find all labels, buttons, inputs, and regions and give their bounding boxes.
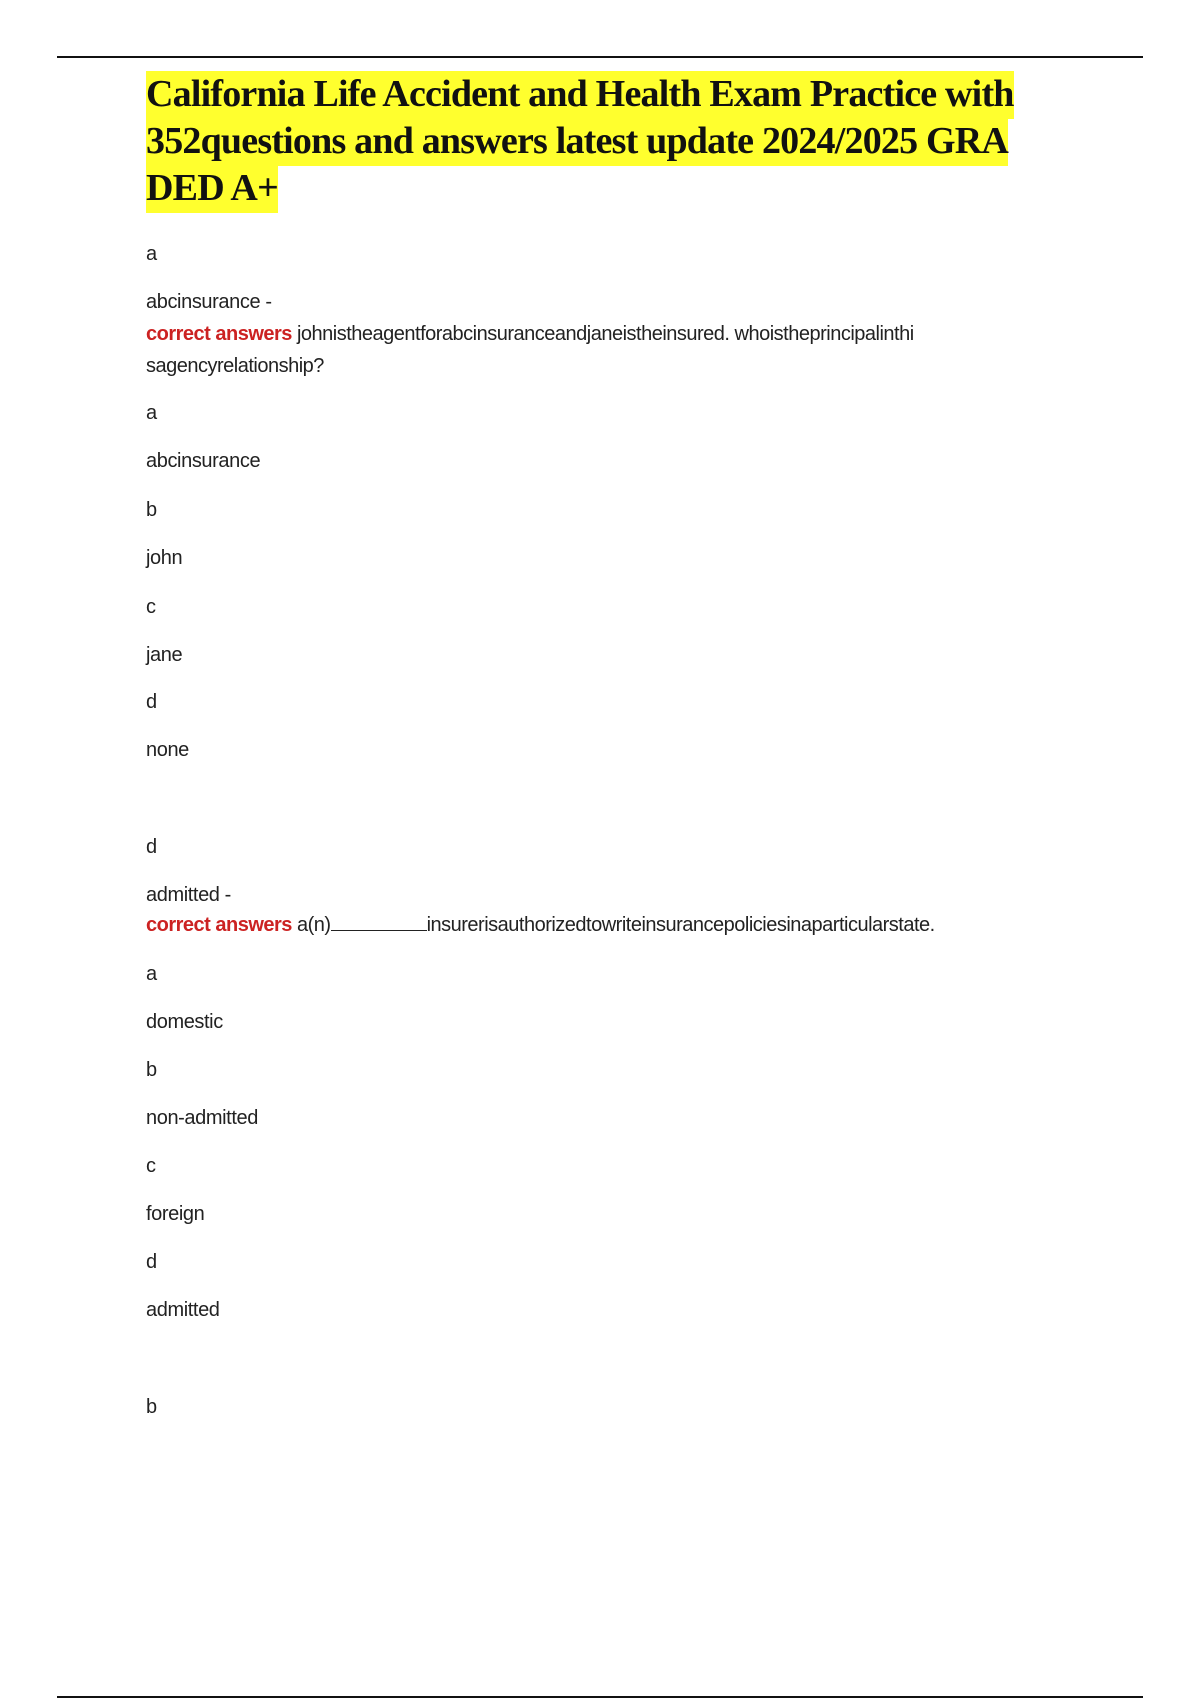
q2-option-a-text: domestic <box>146 1011 223 1033</box>
q3-lead-letter: b <box>146 1396 157 1418</box>
q1-question <box>146 318 1096 382</box>
q2-option-d-letter: d <box>146 1251 157 1273</box>
q1-lead-letter: a <box>146 243 157 265</box>
q2-option-b-text: non-admitted <box>146 1107 258 1129</box>
q1-correct-answers-label: correct answers <box>146 323 292 345</box>
q2-option-c-text: foreign <box>146 1203 205 1225</box>
top-divider <box>57 56 1143 58</box>
q2-option-a-letter: a <box>146 963 157 985</box>
q2-question <box>146 909 1096 941</box>
document-title <box>146 71 1086 212</box>
q1-option-b-letter: b <box>146 499 157 521</box>
title-highlight: California Life Accident and Health Exam Practice with 352questions and answers latest update 2024/2025 GRA DED A+ <box>146 71 1014 213</box>
q1-option-a-letter: a <box>146 402 157 424</box>
q2-option-d-text: admitted <box>146 1299 220 1321</box>
q1-option-d-text: none <box>146 739 189 761</box>
q2-question-before: a(n) <box>296 914 331 936</box>
q2-question-after: insurerisauthorizedtowriteinsurancepoliciesinaparticularstate. <box>426 914 935 936</box>
q1-option-d-letter: d <box>146 691 157 713</box>
fill-in-blank <box>331 912 427 931</box>
q2-answer-prefix: admitted - <box>146 884 231 906</box>
q1-question-text: johnistheagentforabcinsuranceandjaneistheinsured. whoistheprincipalinthi sagencyrelationship? <box>146 323 914 377</box>
q1-option-c-letter: c <box>146 596 156 618</box>
q1-option-a-text: abcinsurance <box>146 450 261 472</box>
q1-option-c-text: jane <box>146 644 183 666</box>
q2-correct-answers-label: correct answers <box>146 914 292 936</box>
q2-option-c-letter: c <box>146 1155 156 1177</box>
q1-option-b-text: john <box>146 547 183 569</box>
q2-option-b-letter: b <box>146 1059 157 1081</box>
q1-answer-prefix: abcinsurance - <box>146 291 272 313</box>
bottom-divider <box>57 1696 1143 1698</box>
q2-lead-letter: d <box>146 836 157 858</box>
